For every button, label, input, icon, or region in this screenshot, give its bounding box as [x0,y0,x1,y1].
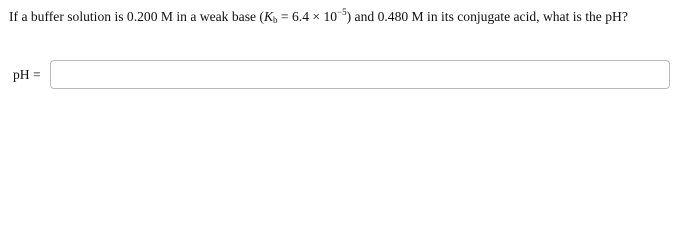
kb-exponent: −5 [337,7,347,17]
ph-label: pH = [13,66,41,82]
question-text [9,8,628,26]
answer-row [13,60,670,89]
question-prefix: If a buffer solution is 0.200 M in a weak base ( [9,9,264,24]
kb-value: = 6.4 × 10 [277,9,338,24]
kb-subscript: b [273,15,278,25]
ph-answer-input[interactable] [50,60,670,89]
question-suffix: ) and 0.480 M in its conjugate acid, what is the pH? [346,9,628,24]
kb-symbol: K [263,9,274,24]
